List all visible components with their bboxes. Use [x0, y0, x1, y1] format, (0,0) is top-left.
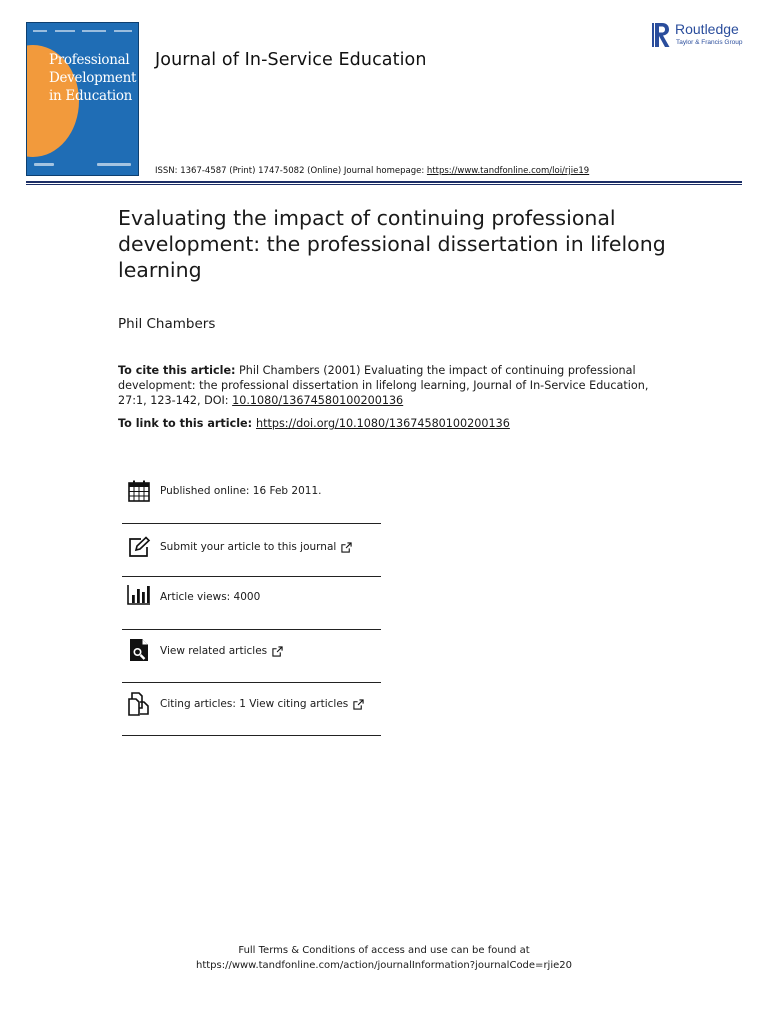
info-row-related[interactable]: [122, 630, 381, 683]
terms-url-link[interactable]: https://www.tandfonline.com/action/journalInformation?journalCode=rjie20: [195, 960, 572, 971]
issn-line: [155, 166, 589, 176]
external-link-icon: [341, 542, 352, 553]
article-info-list: [122, 470, 381, 736]
info-text: Citing articles: 1 View citing articles: [160, 698, 349, 710]
related-articles-link[interactable]: [160, 645, 283, 657]
journal-homepage-link[interactable]: https://www.tandfonline.com/loi/rjie19: [426, 166, 590, 176]
cover-title: Professional Development in Education: [49, 52, 137, 104]
terms-line: Full Terms & Conditions of access and use can be found at: [238, 945, 530, 956]
publisher-name: Routledge: [675, 21, 739, 37]
citing-articles-link[interactable]: [160, 698, 364, 710]
info-text: Published online: 16 Feb 2011.: [160, 485, 322, 497]
cover-top-bar: [33, 30, 132, 35]
journal-cover-image: [26, 22, 139, 176]
submit-article-link[interactable]: [160, 541, 352, 553]
citation-block: [118, 363, 663, 408]
info-row-submit[interactable]: [122, 524, 381, 577]
search-document-icon: [127, 638, 151, 662]
info-text: Submit your article to this journal: [160, 541, 337, 553]
article-title: Evaluating the impact of continuing professional development: the professional dissertation in lifelong learning: [118, 206, 666, 282]
article-link-label: To link to this article:: [118, 417, 256, 430]
external-link-icon: [272, 646, 283, 657]
header-divider-thin: [26, 184, 742, 185]
article-doi-url-link[interactable]: https://doi.org/10.1080/13674580100200136: [256, 417, 510, 430]
citation-doi-link[interactable]: 10.1080/13674580100200136: [232, 394, 404, 407]
routledge-r-logo-icon: [652, 21, 672, 49]
bar-chart-icon: [127, 583, 151, 607]
header-divider: [26, 181, 742, 183]
cover-footer: [34, 161, 131, 167]
info-row-published: [122, 470, 381, 524]
calendar-icon: [127, 479, 151, 503]
citation-label: To cite this article:: [118, 364, 236, 377]
issn-text: ISSN: 1367-4587 (Print) 1747-5082 (Online) Journal homepage:: [155, 166, 427, 176]
external-link-icon: [353, 699, 364, 710]
article-author: Phil Chambers: [118, 316, 216, 332]
publisher-tagline: Taylor & Francis Group: [676, 39, 743, 46]
journal-title: Journal of In-Service Education: [155, 50, 427, 70]
info-row-views: [122, 577, 381, 630]
info-text: View related articles: [160, 645, 268, 657]
info-row-citing[interactable]: [122, 683, 381, 736]
citing-articles-icon: [127, 692, 151, 716]
article-link-line: [118, 417, 510, 430]
terms-footer: [0, 943, 768, 973]
citation-text: Phil Chambers (2001) Evaluating the impact of continuing professional development: the professional dissertation in lifelong learning, Journal of In-Service Education, 27:1, 123-142, DOI:: [118, 364, 649, 407]
edit-icon: [127, 536, 151, 560]
info-text: Article views: 4000: [160, 591, 261, 603]
publisher-logo[interactable]: [652, 20, 752, 50]
